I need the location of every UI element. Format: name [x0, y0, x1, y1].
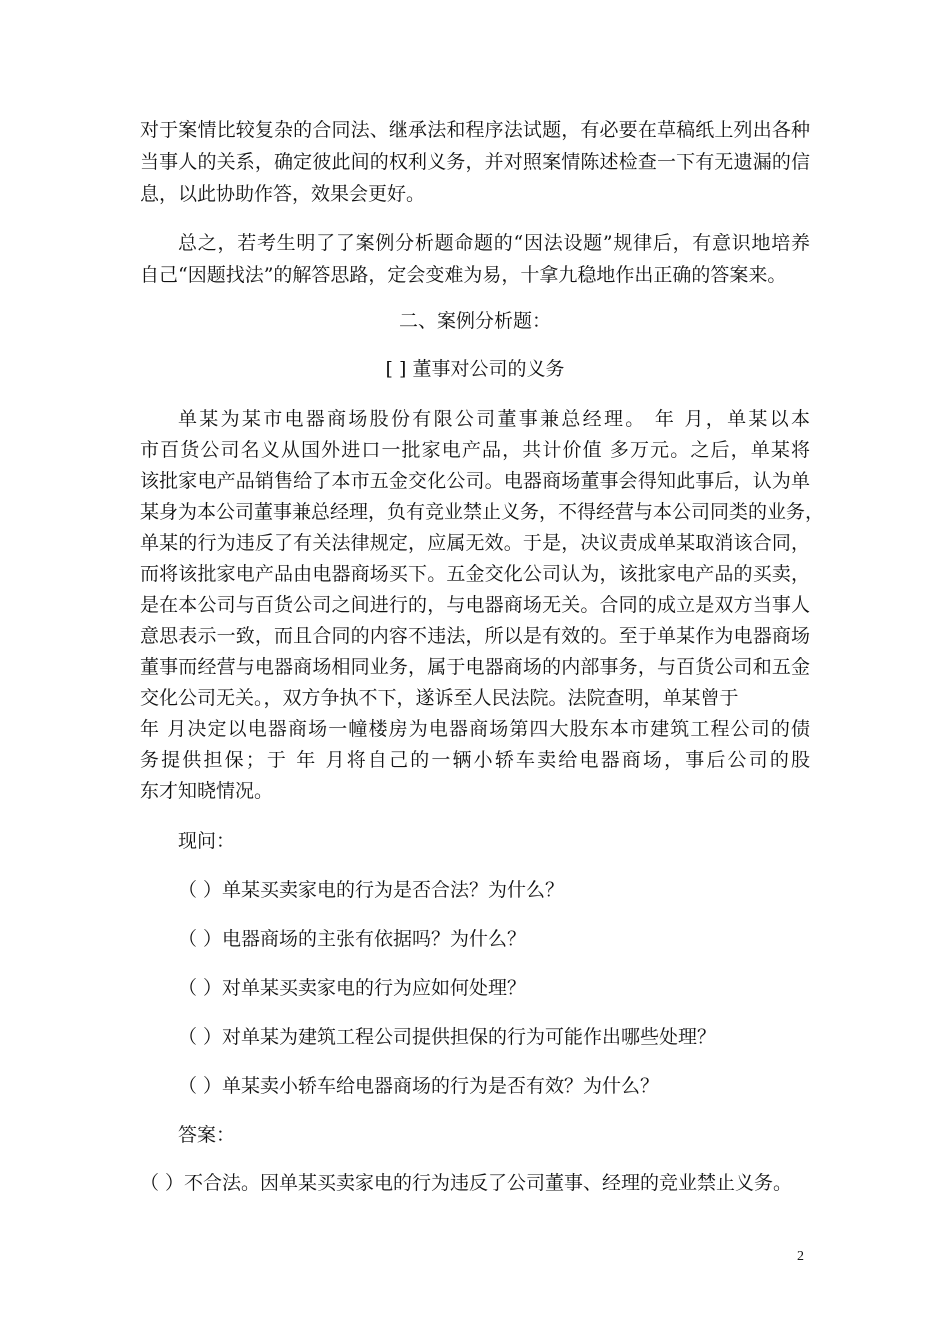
case-text-line: 东才知晓情况。: [140, 780, 274, 802]
answer-text: （ ）不合法。因单某买卖家电的行为违反了公司董事、经理的竞业禁止义务。: [140, 1172, 793, 1194]
question-item: （ ）对单某为建筑工程公司提供担保的行为可能作出哪些处理？: [178, 1026, 717, 1048]
question-item: （ ）电器商场的主张有依据吗？为什么？: [178, 928, 527, 950]
case-text-line: 董事而经营与电器商场相同业务，属于电器商场的内部事务，与百货公司和五金: [140, 656, 810, 678]
case-text-line: 市百货公司名义从国外进口一批家电产品，共计价值 多万元。之后，单某将: [140, 439, 810, 461]
paragraph-line: 当事人的关系，确定彼此间的权利义务，并对照案情陈述检查一下有无遗漏的信: [140, 151, 810, 173]
page-number: 2: [797, 1249, 804, 1264]
case-text-line: 是在本公司与百货公司之间进行的，与电器商场无关。合同的成立是双方当事人: [140, 594, 810, 616]
case-text-line: 务提供担保；于 年 月将自己的一辆小轿车卖给电器商场，事后公司的股: [140, 749, 810, 771]
answer-heading: 答案：: [178, 1124, 236, 1146]
paragraph-line: 对于案情比较复杂的合同法、继承法和程序法试题，有必要在草稿纸上列出各种: [140, 119, 810, 141]
question-item: （ ）单某卖小轿车给电器商场的行为是否有效？为什么？: [178, 1075, 660, 1097]
paragraph-line: 息，以此协助作答，效果会更好。: [140, 183, 426, 205]
paragraph-line: 总之，若考生明了了案例分析题命题的“因法设题”规律后，有意识地培养: [178, 232, 810, 254]
section-heading: 二、案例分析题：: [398, 310, 551, 332]
case-text-line: 意思表示一致，而且合同的内容不违法，所以是有效的。至于单某作为电器商场: [140, 625, 810, 647]
case-title: [ ] 董事对公司的义务: [385, 358, 565, 380]
case-text-line: 年 月决定以电器商场一幢楼房为电器商场第四大股东本市建筑工程公司的债: [140, 718, 810, 740]
paragraph-line: 自己“因题找法”的解答思路，定会变难为易，十拿九稳地作出正确的答案来。: [140, 264, 787, 286]
question-item: （ ）对单某买卖家电的行为应如何处理？: [178, 977, 527, 999]
question-item: （ ）单某买卖家电的行为是否合法？为什么？: [178, 879, 565, 901]
case-text-line: 单某的行为违反了有关法律规定，应属无效。于是，决议责成单某取消该合同，: [140, 532, 810, 554]
case-text-line: 某身为本公司董事兼总经理，负有竞业禁止义务，不得经营与本公司同类的业务，: [140, 501, 825, 523]
case-text-line: 而将该批家电产品由电器商场买下。五金交化公司认为，该批家电产品的买卖，: [140, 563, 810, 585]
case-text-line: 交化公司无关。，双方争执不下，遂诉至人民法院。法院查明，单某曾于: [140, 687, 739, 709]
question-heading: 现问：: [178, 830, 236, 852]
case-text-line: 该批家电产品销售给了本市五金交化公司。电器商场董事会得知此事后，认为单: [140, 470, 810, 492]
case-text-line: 单某为某市电器商场股份有限公司董事兼总经理。 年 月，单某以本: [178, 408, 810, 430]
